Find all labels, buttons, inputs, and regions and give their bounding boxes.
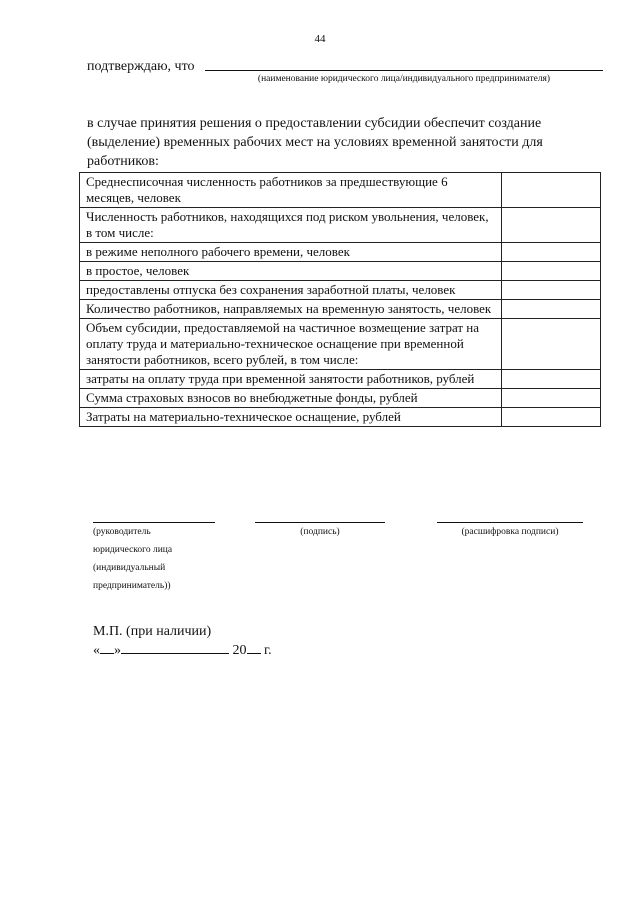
- table-row: [80, 319, 601, 370]
- head-label-3: (индивидуальный: [93, 563, 166, 573]
- row-label: Сумма страховых взносов во внебюджетные фонды, рублей: [80, 389, 502, 408]
- page-number: 44: [314, 33, 326, 45]
- row-value-cell[interactable]: [502, 281, 601, 300]
- table-row: [80, 243, 601, 262]
- row-value-cell[interactable]: [502, 319, 601, 370]
- table-row: [80, 281, 601, 300]
- year-prefix: 20: [232, 643, 247, 658]
- decoding-label: (расшифровка подписи): [461, 527, 559, 537]
- row-value-cell[interactable]: [502, 370, 601, 389]
- date-close-quote: »: [114, 643, 121, 658]
- month-field[interactable]: [121, 640, 229, 654]
- row-label: Количество работников, направляемых на временную занятость, человек: [80, 300, 502, 319]
- row-label: предоставлены отпуска без сохранения заработной платы, человек: [80, 281, 502, 300]
- row-value-cell[interactable]: [502, 262, 601, 281]
- confirm-text: подтверждаю, что: [87, 59, 195, 74]
- entity-name-line[interactable]: [205, 70, 603, 71]
- signature-block: [255, 522, 385, 541]
- date-line: [93, 640, 272, 659]
- head-label-2: юридического лица: [93, 545, 173, 555]
- entity-name-hint: (наименование юридического лица/индивидуального предпринимателя): [257, 74, 551, 84]
- head-label-1: (руководитель: [93, 527, 151, 537]
- decoding-block: [437, 522, 583, 541]
- row-value-cell[interactable]: [502, 300, 601, 319]
- commitment-paragraph: в случае принятия решения о предоставлении субсидии обеспечит создание (выделение) временных рабочих мест на условиях временной занятости для работников:: [87, 116, 543, 169]
- table-row: [80, 389, 601, 408]
- row-label: затраты на оплату труда при временной занятости работников, рублей: [80, 370, 502, 389]
- table-row: [80, 262, 601, 281]
- row-value-cell[interactable]: [502, 208, 601, 243]
- row-value-cell[interactable]: [502, 243, 601, 262]
- head-signature-block: [93, 522, 215, 595]
- day-field[interactable]: [100, 640, 114, 654]
- table-row: [80, 370, 601, 389]
- row-label: Затраты на материально-техническое оснащение, рублей: [80, 408, 502, 427]
- row-value-cell[interactable]: [502, 389, 601, 408]
- row-label: Численность работников, находящихся под риском увольнения, человек, в том числе:: [80, 208, 502, 243]
- table-row: [80, 300, 601, 319]
- row-label: в простое, человек: [80, 262, 502, 281]
- row-label: Объем субсидии, предоставляемой на частичное возмещение затрат на оплату труда и материально-техническое оснащение при временной занятости работников, всего рублей, в том числе:: [80, 319, 502, 370]
- stamp-label: М.П. (при наличии): [93, 624, 212, 639]
- head-label-4: предприниматель)): [93, 581, 171, 591]
- employment-table: [79, 172, 601, 427]
- date-open-quote: «: [93, 643, 100, 658]
- table-row: [80, 173, 601, 208]
- year-field[interactable]: [247, 640, 261, 654]
- year-suffix: г.: [264, 643, 272, 658]
- table-row: [80, 208, 601, 243]
- row-value-cell[interactable]: [502, 408, 601, 427]
- signature-label: (подпись): [300, 527, 340, 537]
- table-row: [80, 408, 601, 427]
- row-value-cell[interactable]: [502, 173, 601, 208]
- row-label: в режиме неполного рабочего времени, человек: [80, 243, 502, 262]
- row-label: Среднесписочная численность работников за предшествующие 6 месяцев, человек: [80, 173, 502, 208]
